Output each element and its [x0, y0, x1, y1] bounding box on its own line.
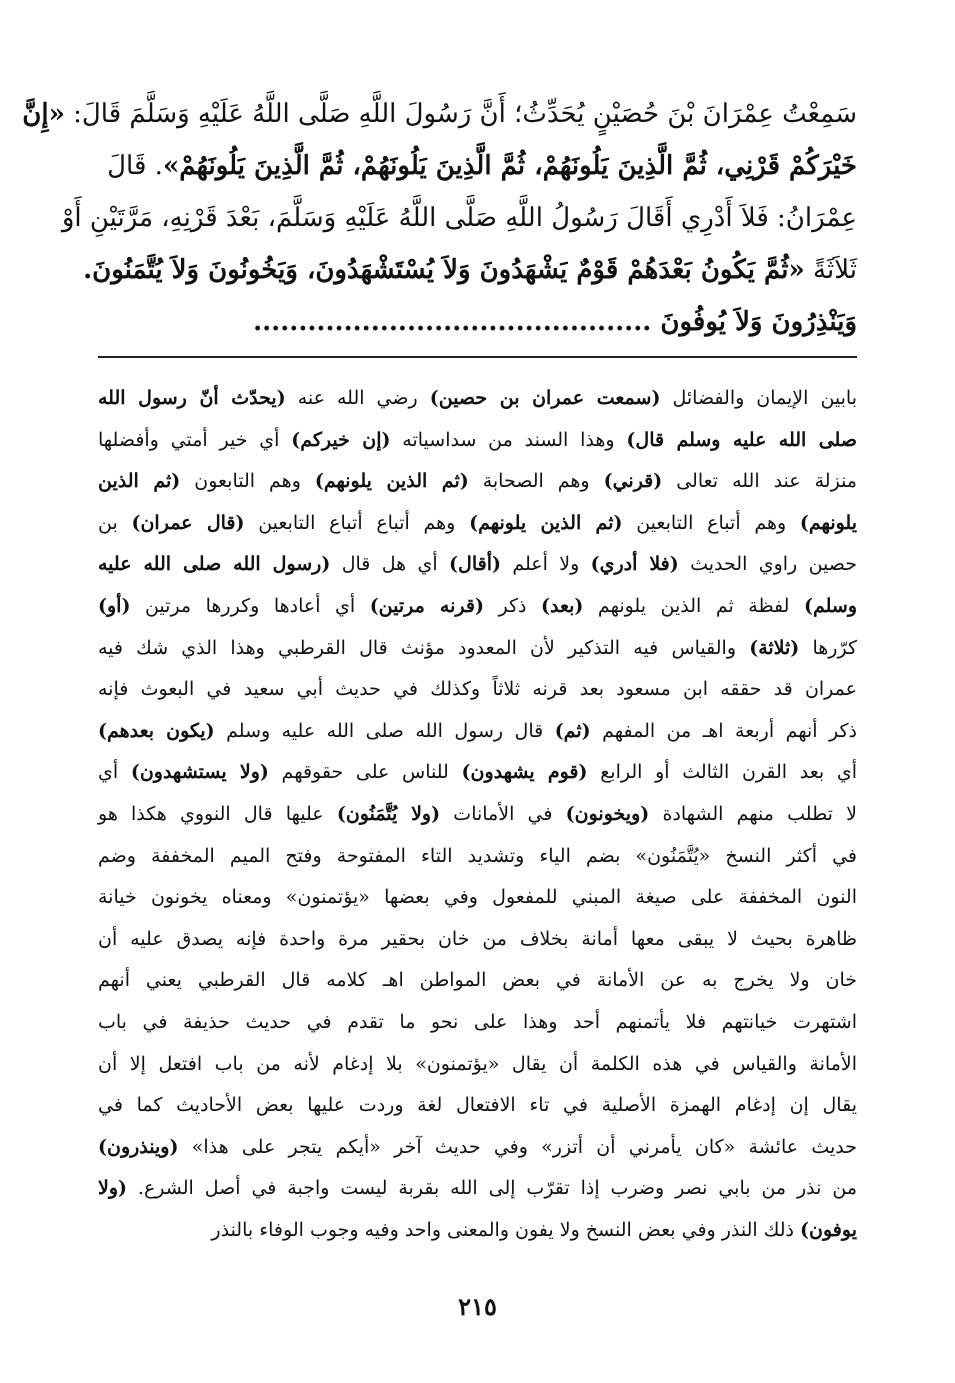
text-segment: عِمْرَانُ: فَلاَ أَدْرِي أَقَالَ رَسُولُ اللَّهِ صَلَّى اللَّهُ عَلَيْهِ وَسَلَّمَ، بَعْدَ قَرْنِهِ، مَرَّتَيْنِ أَوْ	[61, 203, 857, 233]
bold-text-segment: (وينذرون)	[98, 1135, 179, 1158]
bold-text-segment: (رسول الله صلى الله عليه	[98, 553, 331, 576]
commentary-line	[98, 1127, 857, 1169]
text-segment: اشتهرت خيانتهم فلا يأتمنهم أحد وهذا على نحو ما تقدم في حديث حذيفة في باب	[98, 1010, 857, 1033]
page-number: ٢١٥	[458, 1292, 497, 1321]
text-segment: قال رسول الله صلى الله عليه وسلم	[214, 719, 555, 742]
hadith-line	[22, 88, 857, 140]
commentary-line	[98, 669, 857, 711]
hadith-line	[83, 244, 857, 296]
text-segment: وهم التابعون	[180, 470, 315, 493]
text-segment: ............................................	[253, 307, 652, 337]
text-segment: بابين الإيمان والفضائل	[660, 387, 858, 409]
text-segment: . قَالَ	[107, 151, 163, 181]
bold-text-segment: (ويخونون)	[565, 802, 650, 825]
commentary-line	[98, 1002, 857, 1044]
commentary-line	[98, 794, 857, 836]
text-segment: الأمانة والقياس في هذه الكلمة أن يقال «يؤتمنون» بلا إدغام لأنه من باب افتعل إلا أن	[98, 1052, 857, 1075]
text-segment: بن	[98, 511, 132, 534]
text-segment: وهم أتباع التابعين	[622, 511, 800, 534]
text-segment: أي أعادها وكررها مرتين	[130, 594, 370, 617]
bold-text-segment: يلونهم)	[799, 511, 857, 534]
commentary-line	[98, 378, 857, 420]
bold-text-segment: (ثلاثة)	[749, 636, 800, 659]
footnote-divider	[98, 356, 857, 358]
bold-text-segment: خَيْرَكُمْ قَرْنِي، ثُمَّ الَّذِينَ يَلُونَهُمْ، ثُمَّ الَّذِينَ يَلُونَهُمْ، ثُمَّ الَّذِينَ يَلُونَهُمْ»	[162, 151, 857, 181]
commentary-line	[98, 752, 857, 794]
bold-text-segment: (ولا يُتَّمَنُون)	[336, 802, 441, 825]
bold-text-segment: (ولا	[98, 1177, 128, 1200]
bold-text-segment: وسلم)	[803, 594, 858, 617]
text-segment: لا تطلب منهم الشهادة	[649, 802, 857, 825]
text-segment: منزلة عند الله تعالى	[662, 470, 857, 493]
commentary-line	[98, 544, 857, 586]
bold-text-segment: (ثم)	[554, 719, 591, 742]
commentary-line	[98, 960, 857, 1002]
text-segment: وهذا السند من سداسياته	[390, 428, 627, 451]
bold-text-segment: (قرني)	[603, 470, 663, 493]
bold-text-segment: وَيَنْذِرُونَ وَلاَ يُوفُونَ	[651, 307, 857, 337]
bold-text-segment: (ثم الذين يلونهم)	[314, 470, 469, 493]
commentary-line	[98, 877, 857, 919]
text-segment: ظاهرة بحيث لا يبقى معها أمانة بخلاف من خان بحقير مرة واحدة فإنه يصدق عليه أن	[98, 927, 857, 950]
hadith-line	[61, 192, 857, 244]
bold-text-segment: (ولا يستشهدون)	[130, 761, 269, 784]
text-segment: في أكثر النسخ «يُتَّمَنُون» بضم الياء وتشديد التاء المفتوحة وفتح الميم المخففة وضم	[98, 844, 857, 867]
text-segment: من نذر من بابي نصر وضرب إذا تقرّب إلى الله بقربة ليست واجبة في أصل الشرع.	[127, 1177, 857, 1200]
text-segment: حديث عائشة «كان يأمرني أن أتزر» وفي حديث آخر «أيكم يتجر على هذا»	[178, 1135, 857, 1158]
commentary-line	[98, 420, 857, 462]
commentary-line	[98, 628, 857, 670]
hadith-line	[98, 296, 857, 348]
text-segment: أي بعد القرن الثالث أو الرابع	[587, 761, 858, 784]
commentary-line	[98, 919, 857, 961]
commentary-line	[98, 1168, 857, 1210]
hadith-text-block	[22, 88, 857, 348]
text-segment: عمران قد حققه ابن مسعود بعد قرنه ثلاثاً وكذلك في حديث أبي سعيد في البعوث فإنه	[98, 678, 857, 701]
text-segment: في الأمانات	[440, 802, 566, 825]
bold-text-segment: «إِنَّ	[22, 99, 65, 129]
bold-text-segment: (فلا أدري)	[590, 553, 679, 576]
bold-text-segment: يوفون)	[800, 1218, 857, 1241]
bold-text-segment: «ثُمَّ يَكُونُ بَعْدَهُمْ قَوْمٌ يَشْهَدُونَ وَلاَ يُسْتَشْهَدُونَ، وَيَخُونُونَ وَلاَ يُتَّمَنُونَ.	[83, 255, 805, 285]
commentary-line	[98, 503, 857, 545]
bold-text-segment: (سمعت عمران بن حصين)	[429, 387, 661, 409]
bold-text-segment: (ثم الذين	[98, 470, 181, 493]
text-segment: عليها قال النووي هكذا هو	[98, 802, 337, 825]
text-segment: لفظة ثم الذين يلونهم	[583, 594, 804, 617]
bold-text-segment: (إن خيركم)	[291, 428, 391, 451]
text-segment: خان ولا يخرج به عن الأمانة في بعض المواطن اهـ كلامه قال القرطبي يعني أنهم	[98, 969, 857, 992]
text-segment: كرّرها	[799, 636, 857, 659]
commentary-text-block	[98, 378, 857, 1251]
text-segment: للناس على حقوقهم	[268, 761, 462, 784]
bold-text-segment: (يحدّث أنّ رسول الله	[98, 387, 286, 409]
commentary-line	[98, 586, 857, 628]
bold-text-segment: (يكون بعدهم)	[98, 719, 215, 742]
commentary-line	[98, 1044, 857, 1086]
text-segment: أي خير أمتي وأفضلها	[98, 428, 292, 451]
bold-text-segment: (بعد)	[540, 594, 584, 617]
bold-text-segment: (قال عمران)	[131, 511, 245, 534]
text-segment: وهم الصحابة	[468, 470, 604, 493]
bold-text-segment: (أو)	[98, 594, 131, 617]
text-segment: ذلك النذر وفي بعض النسخ ولا يفون والمعنى واحد وفيه وجوب الوفاء بالنذر	[211, 1218, 801, 1241]
text-segment: ذكر	[483, 594, 541, 617]
text-segment: سَمِعْتُ عِمْرَانَ بْنَ حُصَيْنٍ يُحَدِّثُ؛ أَنَّ رَسُولَ اللَّهِ صَلَّى اللَّهُ عَلَيْهِ وَسَلَّمَ قَالَ:	[64, 99, 857, 129]
text-segment: النون المخففة على صيغة المبني للمفعول وفي بعضها «يؤتمنون» ومعناه يخونون خيانة	[98, 886, 857, 909]
text-segment: وهم أتباع أتباع التابعين	[244, 511, 470, 534]
bold-text-segment: (أقال)	[449, 553, 501, 576]
bold-text-segment: (قوم يشهدون)	[461, 761, 588, 784]
text-segment: حصين راوي الحديث	[678, 553, 857, 576]
hadith-line	[98, 140, 857, 192]
commentary-line	[98, 461, 857, 503]
commentary-line	[98, 711, 857, 753]
text-segment: والقياس فيه التذكير لأن المعدود مؤنث قال القرطبي وهذا الذي شك فيه	[98, 636, 750, 659]
text-segment: رضي الله عنه	[285, 387, 430, 409]
bold-text-segment: صلى الله عليه وسلم قال)	[626, 428, 857, 451]
text-segment: يقال إن إدغام الهمزة الأصلية في تاء الافتعال لغة وردت عليها بعض الأحاديث كما في	[98, 1094, 857, 1117]
text-segment: ولا أعلم	[500, 553, 591, 576]
commentary-line	[98, 836, 857, 878]
text-segment: أي	[98, 761, 131, 784]
commentary-line	[98, 1085, 857, 1127]
commentary-line	[98, 1210, 857, 1252]
text-segment: أي هل قال	[330, 553, 450, 576]
bold-text-segment: (ثم الذين يلونهم)	[469, 511, 623, 534]
text-segment: ثَلاَثَةً	[804, 255, 857, 285]
text-segment: ذكر أنهم أربعة اهـ من المفهم	[590, 719, 857, 742]
bold-text-segment: (قرنه مرتين)	[369, 594, 484, 617]
